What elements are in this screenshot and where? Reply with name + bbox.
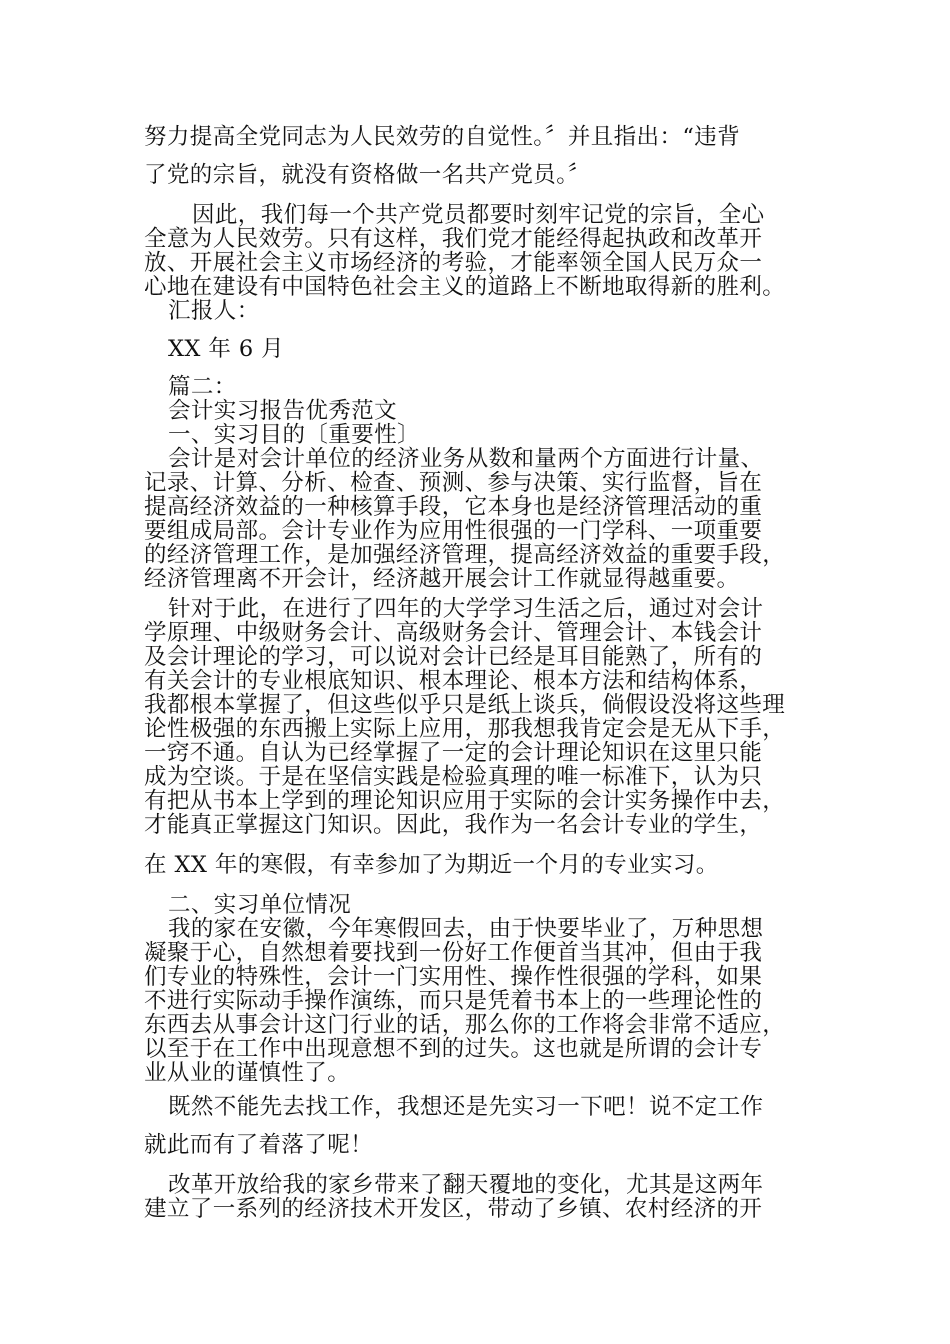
text-line: 凝聚于心，自然想着要找到一份好工作便首当其冲，但由于我 (144, 940, 763, 966)
text-line: 不进行实际动手操作演练，而只是凭着书本上的一些理论性的 (144, 988, 763, 1014)
text-line: 一窍不通。自认为已经掌握了一定的会计理论知识在这里只能 (144, 740, 763, 766)
text-line: 就此而有了着落了呢！ (144, 1132, 374, 1158)
text-line: 我都根本掌握了，但这些似乎只是纸上谈兵，倘假设没将这些理 (144, 692, 786, 718)
text-line: 我的家在安徽，今年寒假回去，由于快要毕业了，万种思想 (168, 916, 764, 942)
text-line: 才能真正掌握这门知识。因此，我作为一名会计专业的学生， (144, 812, 763, 838)
text-line: 改革开放给我的家乡带来了翻天覆地的变化，尤其是这两年 (168, 1172, 764, 1198)
text-line: 有关会计的专业根底知识、根本理论、根本方法和结构体系， (144, 668, 763, 694)
text-line: 以至于在工作中出现意想不到的过失。这也就是所谓的会计专 (144, 1036, 763, 1062)
text-line: 了党的宗旨，就没有资格做一名共产党员。〞 (144, 162, 591, 188)
text-line: 全意为人民效劳。只有这样，我们党才能经得起执政和改革开 (144, 226, 763, 252)
text-line: 会计实习报告优秀范文 (168, 398, 398, 424)
text-line: 成为空谈。于是在坚信实践是检验真理的唯一标准下，认为只 (144, 764, 763, 790)
text-line: 努力提高全党同志为人民效劳的自觉性。〞并且指出：“违背 (144, 124, 741, 150)
text-line: 汇报人： (168, 298, 260, 324)
text-line: 因此，我们每一个共产党员都要时刻牢记党的宗旨，全心 (192, 202, 765, 228)
text-line: 针对于此，在进行了四年的大学学习生活之后，通过对会计 (168, 596, 764, 622)
text-line: 业从业的谨慎性了。 (144, 1060, 351, 1086)
text-line: 记录、计算、分析、检查、预测、参与决策、实行监督，旨在 (144, 470, 763, 496)
text-line: 要组成局部。会计专业作为应用性很强的一门学科、一项重要 (144, 518, 763, 544)
text-line: 篇二： (168, 374, 237, 400)
text-line: 提高经济效益的一种核算手段，它本身也是经济管理活动的重 (144, 494, 763, 520)
text-line: 一、实习目的〔重要性〕 (168, 422, 420, 448)
text-line: 心地在建设有中国特色社会主义的道路上不断地取得新的胜利。 (144, 274, 786, 300)
text-line: 建立了一系列的经济技术开发区，带动了乡镇、农村经济的开 (144, 1196, 763, 1222)
text-line: 放、开展社会主义市场经济的考验，才能率领全国人民万众一 (144, 250, 763, 276)
text-line: 在 XX 年的寒假，有幸参加了为期近一个月的专业实习。 (144, 852, 719, 878)
text-line: 学原理、中级财务会计、高级财务会计、管理会计、本钱会计 (144, 620, 763, 646)
text-line: 们专业的特殊性，会计一门实用性、操作性很强的学科，如果 (144, 964, 763, 990)
text-line: 二、实习单位情况 (168, 892, 352, 918)
text-line: 既然不能先去找工作，我想还是先实习一下吧！说不定工作 (168, 1094, 764, 1120)
text-line: 会计是对会计单位的经济业务从数和量两个方面进行计量、 (168, 446, 764, 472)
text-line: 经济管理离不开会计，经济越开展会计工作就显得越重要。 (144, 566, 740, 592)
text-line: 及会计理论的学习，可以说对会计已经是耳目能熟了，所有的 (144, 644, 763, 670)
text-line: 有把从书本上学到的理论知识应用于实际的会计实务操作中去， (144, 788, 786, 814)
text-line: 东西去从事会计这门行业的话，那么你的工作将会非常不适应， (144, 1012, 786, 1038)
text-line: XX 年 6 月 (168, 336, 285, 362)
text-line: 的经济管理工作，是加强经济管理，提高经济效益的重要手段， (144, 542, 786, 568)
text-line: 论性极强的东西搬上实际上应用，那我想我肯定会是无从下手， (144, 716, 786, 742)
